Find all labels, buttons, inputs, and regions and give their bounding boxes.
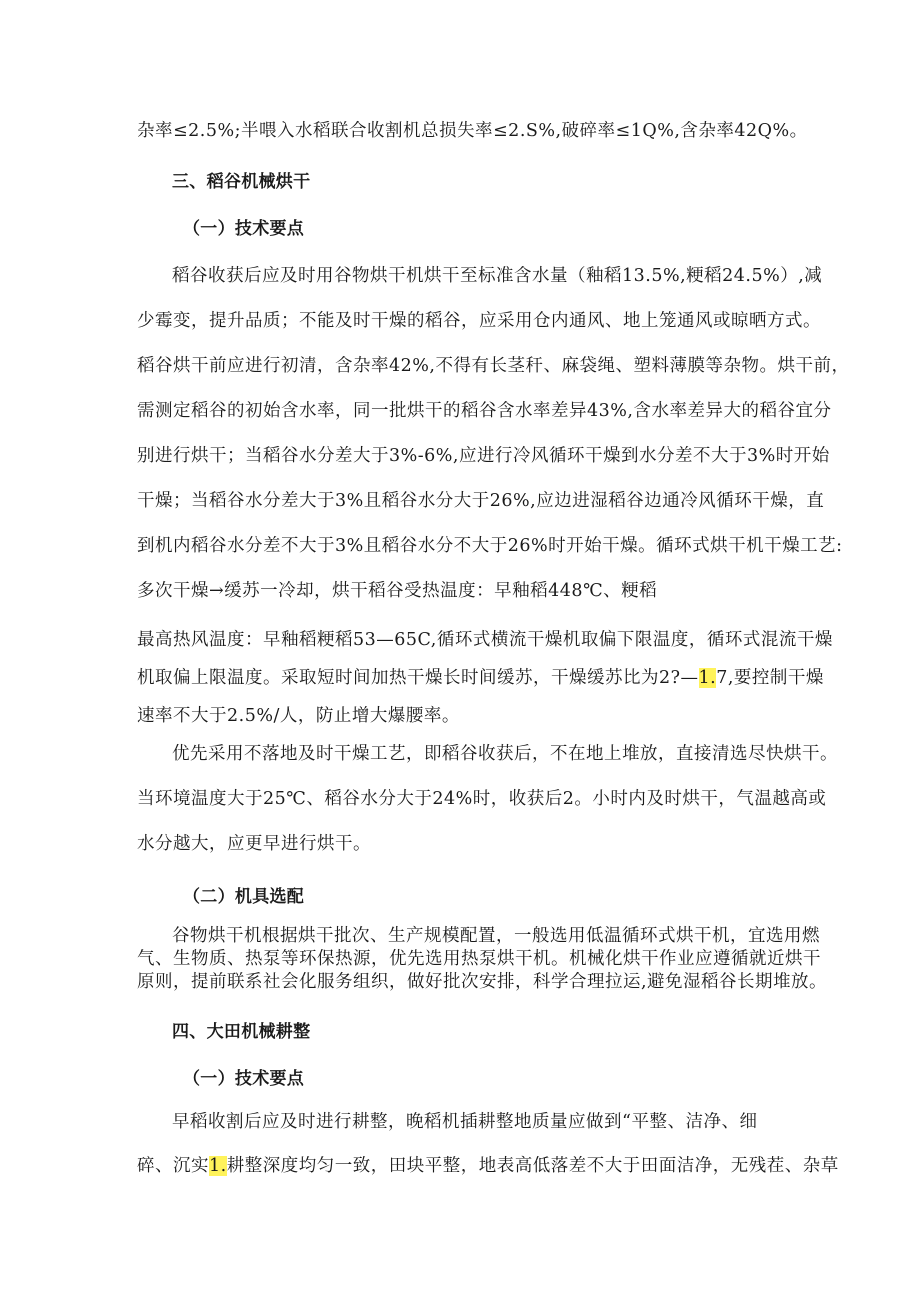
subsection-heading: （一）技术要点 <box>183 1069 305 1089</box>
paragraph-line: 原则，提前联系社会化服务组织，做好批次安排，科学合理拉运,避免湿稻谷长期堆放。 <box>137 972 828 992</box>
subsection-heading: （一）技术要点 <box>183 219 305 239</box>
line-text: 碎、沉实 <box>137 1156 209 1176</box>
subsection-heading: （二）机具选配 <box>183 887 305 907</box>
paragraph-line: 速率不大于2.5%/人，防止增大爆腰率。 <box>137 706 460 726</box>
paragraph-line: 水分越大，应更早进行烘干。 <box>137 834 371 854</box>
highlighted-text: 1. <box>209 1156 227 1176</box>
paragraph-line: 早稻收割后应及时进行耕整，晚稻机插耕整地质量应做到“平整、洁净、细 <box>172 1112 758 1132</box>
paragraph-line: 气、生物质、热泵等环保热源，优先选用热泵烘干机。机械化烘干作业应遵循就近烘干 <box>137 949 821 969</box>
section-heading: 四、大田机械耕整 <box>172 1022 311 1042</box>
paragraph-line: 谷物烘干机根据烘干批次、生产规模配置，一般选用低温循环式烘干机，宜选用燃 <box>172 926 820 946</box>
line-text: 机取偏上限温度。采取短时间加热干燥长时间缓苏，干燥缓苏比为2?— <box>137 668 699 688</box>
paragraph-line: 优先采用不落地及时干燥工艺，即稻谷收获后，不在地上堆放，直接清选尽快烘干。 <box>172 744 838 764</box>
paragraph-line: 少霉变，提升品质；不能及时干燥的稻谷，应采用仓内通风、地上笼通风或晾晒方式。 <box>137 311 821 331</box>
paragraph-line: 多次干燥→缓苏一冷却，烘干稻谷受热温度：早釉稻448℃、粳稻 <box>137 581 658 601</box>
paragraph-line: 别进行烘干；当稻谷水分差大于3%-6%,应进行冷风循环干燥到水分差不大于3%时开始 <box>137 446 830 466</box>
paragraph-line <box>137 666 824 690</box>
paragraph-line: 需测定稻谷的初始含水率，同一批烘干的稻谷含水率差异43%,含水率差异大的稻谷宜分 <box>137 401 832 421</box>
paragraph-line: 稻谷烘干前应进行初清，含杂率42%,不得有长茎秆、麻袋绳、塑料薄膜等杂物。烘干前， <box>137 356 850 376</box>
line-text: 7,要控制干燥 <box>716 668 824 688</box>
paragraph-line: 到机内稻谷水分差不大于3%且稻谷水分不大于26%时开始干燥。循环式烘干机干燥工艺: <box>137 536 843 556</box>
paragraph-line: 稻谷收获后应及时用谷物烘干机烘干至标准含水量（釉稻13.5%,粳稻24.5%）,减 <box>172 266 823 286</box>
line-text: 耕整深度均匀一致，田块平整，地表高低落差不大于田面洁净，无残茬、杂草 <box>226 1156 839 1176</box>
paragraph-line: 杂率≤2.5%;半喂入水稻联合收割机总损失率≤2.S%,破碎率≤1Q%,含杂率42Q%。 <box>137 121 808 141</box>
paragraph-line: 干燥；当稻谷水分差大于3%且稻谷水分大于26%,应边进湿稻谷边通冷风循环干燥，直 <box>137 491 825 511</box>
section-heading: 三、稻谷机械烘干 <box>172 172 311 192</box>
highlighted-text: 1. <box>698 668 717 688</box>
paragraph-line: 当环境温度大于25℃、稻谷水分大于24%时，收获后2。小时内及时烘干，气温越高或 <box>137 789 827 809</box>
paragraph-line: 最高热风温度：早釉稻粳稻53—65C,循环式横流干燥机取偏下限温度，循环式混流干燥 <box>137 630 833 650</box>
paragraph-line <box>137 1154 839 1178</box>
